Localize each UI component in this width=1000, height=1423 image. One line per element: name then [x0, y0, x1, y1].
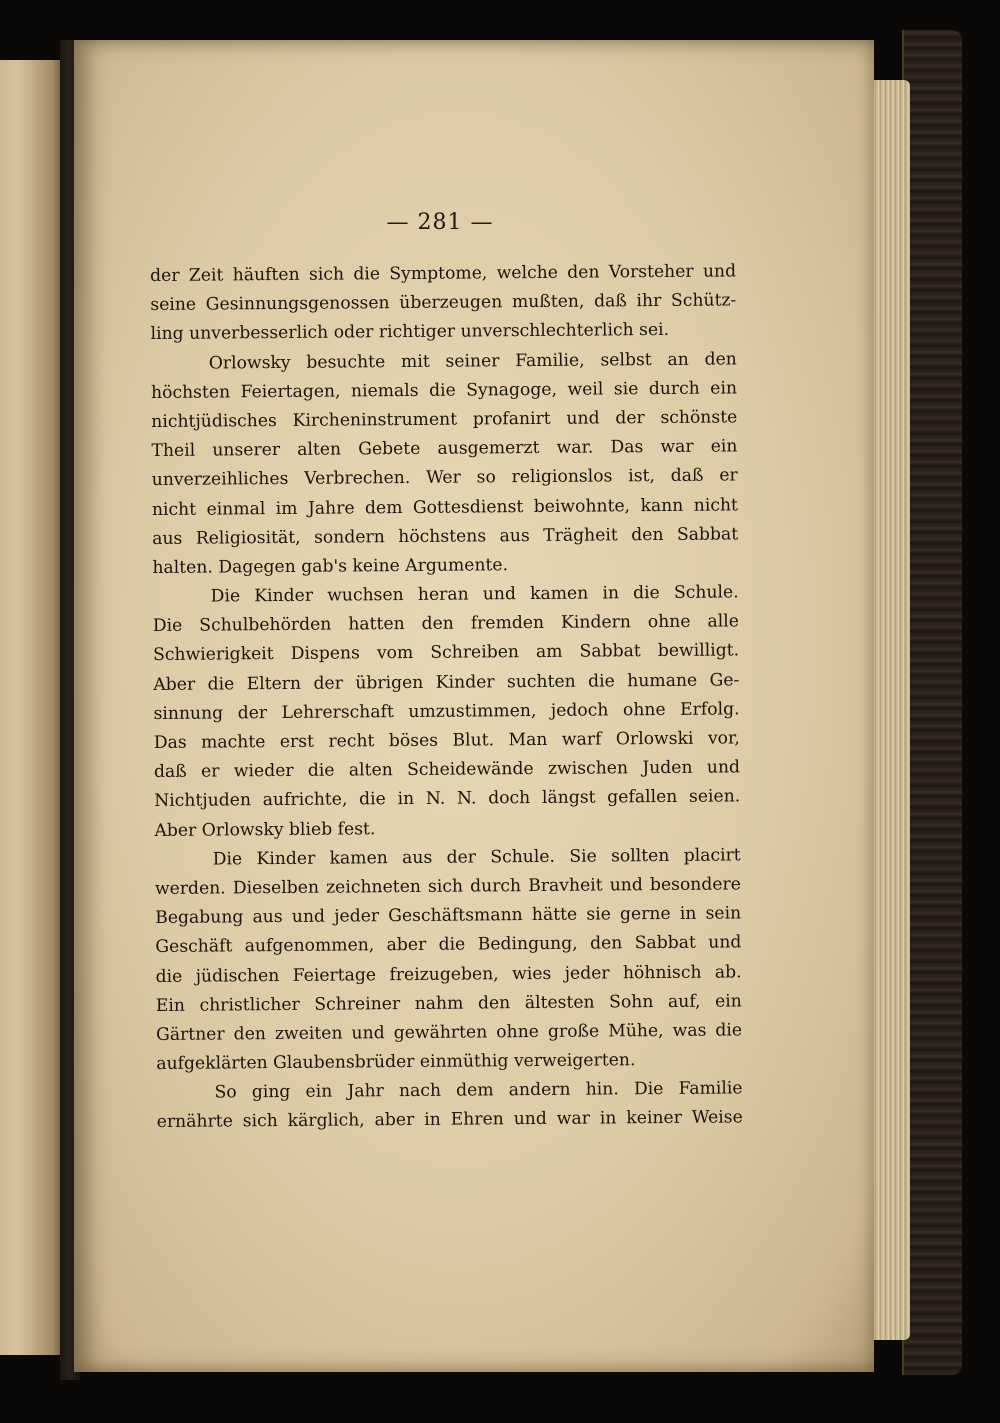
text-line: Geschäft aufgenommen, aber die Bedingung, den Sabbat und — [155, 932, 742, 958]
text-line: aufgeklärten Glaubensbrüder einmüthig verweigerten. — [156, 1050, 636, 1075]
text-line: aus Religiosität, sondern höchstens aus Trägheit den Sabbat — [152, 524, 739, 549]
text-line: halten. Dagegen gab's keine Argumente. — [152, 555, 509, 578]
page-body-text — [150, 257, 743, 1137]
text-line: Die Kinder kamen aus der Schule. Sie sollten placirt — [212, 845, 741, 870]
text-line: Die Schulbehörden hatten den fremden Kindern ohne alle — [152, 611, 739, 637]
text-line: Aber Orlowsky blieb fest. — [154, 818, 376, 841]
text-line: werden. Dieselben zeichneten sich durch Bravheit und besondere — [154, 874, 741, 899]
text-line: Aber die Eltern der übrigen Kinder suchten die humane Ge- — [153, 670, 740, 695]
text-line: Das machte erst recht böses Blut. Man warf Orlowski vor, — [153, 728, 740, 753]
text-line: nichtjüdisches Kircheninstrument profanirt und der schönste — [151, 407, 738, 432]
book-cover-edge — [902, 30, 962, 1375]
left-facing-page — [0, 60, 65, 1355]
text-line: der Zeit häuften sich die Symptome, welche den Vorsteher und — [150, 261, 737, 286]
page-number: — 281 — — [386, 210, 494, 235]
text-line: ernährte sich kärglich, aber in Ehren und war in keiner Weise — [156, 1107, 743, 1133]
text-line: So ging ein Jahr nach dem andern hin. Die Familie — [214, 1078, 743, 1103]
text-line: nicht einmal im Jahre dem Gottesdienst beiwohnte, kann nicht — [151, 494, 739, 520]
text-line: seine Gesinnungsgenossen überzeugen mußten, daß ihr Schütz- — [150, 290, 737, 316]
text-line: Die Kinder wuchsen heran und kamen in die Schule. — [210, 582, 739, 607]
text-line: Theil unserer alten Gebete ausgemerzt war. Das war ein — [151, 436, 738, 462]
text-line: Begabung aus und jeder Geschäftsmann hätte sie gerne in sein — [155, 903, 742, 929]
text-line: die jüdischen Feiertage freizugeben, wies jeder höhnisch ab. — [155, 961, 742, 987]
text-line: Schwierigkeit Dispens vom Schreiben am Sabbat bewilligt. — [153, 640, 740, 666]
text-line: sinnung der Lehrerschaft umzustimmen, jedoch ohne Erfolg. — [153, 699, 740, 724]
text-line: daß er wieder die alten Scheidewände zwischen Juden und — [153, 757, 741, 783]
text-line: Gärtner den zweiten und gewährten ohne große Mühe, was die — [155, 1020, 743, 1045]
text-line: unverzeihliches Verbrechen. Wer so religionslos ist, daß er — [151, 465, 738, 491]
text-line: Ein christlicher Schreiner nahm den ältesten Sohn auf, ein — [155, 991, 742, 1016]
text-line: höchsten Feiertagen, niemals die Synagoge, weil sie durch ein — [150, 378, 738, 403]
text-line: Orlowsky besuchte mit seiner Familie, selbst an den — [208, 348, 737, 374]
text-line: ling unverbesserlich oder richtiger unverschlechterlich sei. — [150, 320, 670, 345]
text-line: Nichtjuden aufrichte, die in N. N. doch längst gefallen seien. — [154, 786, 741, 812]
